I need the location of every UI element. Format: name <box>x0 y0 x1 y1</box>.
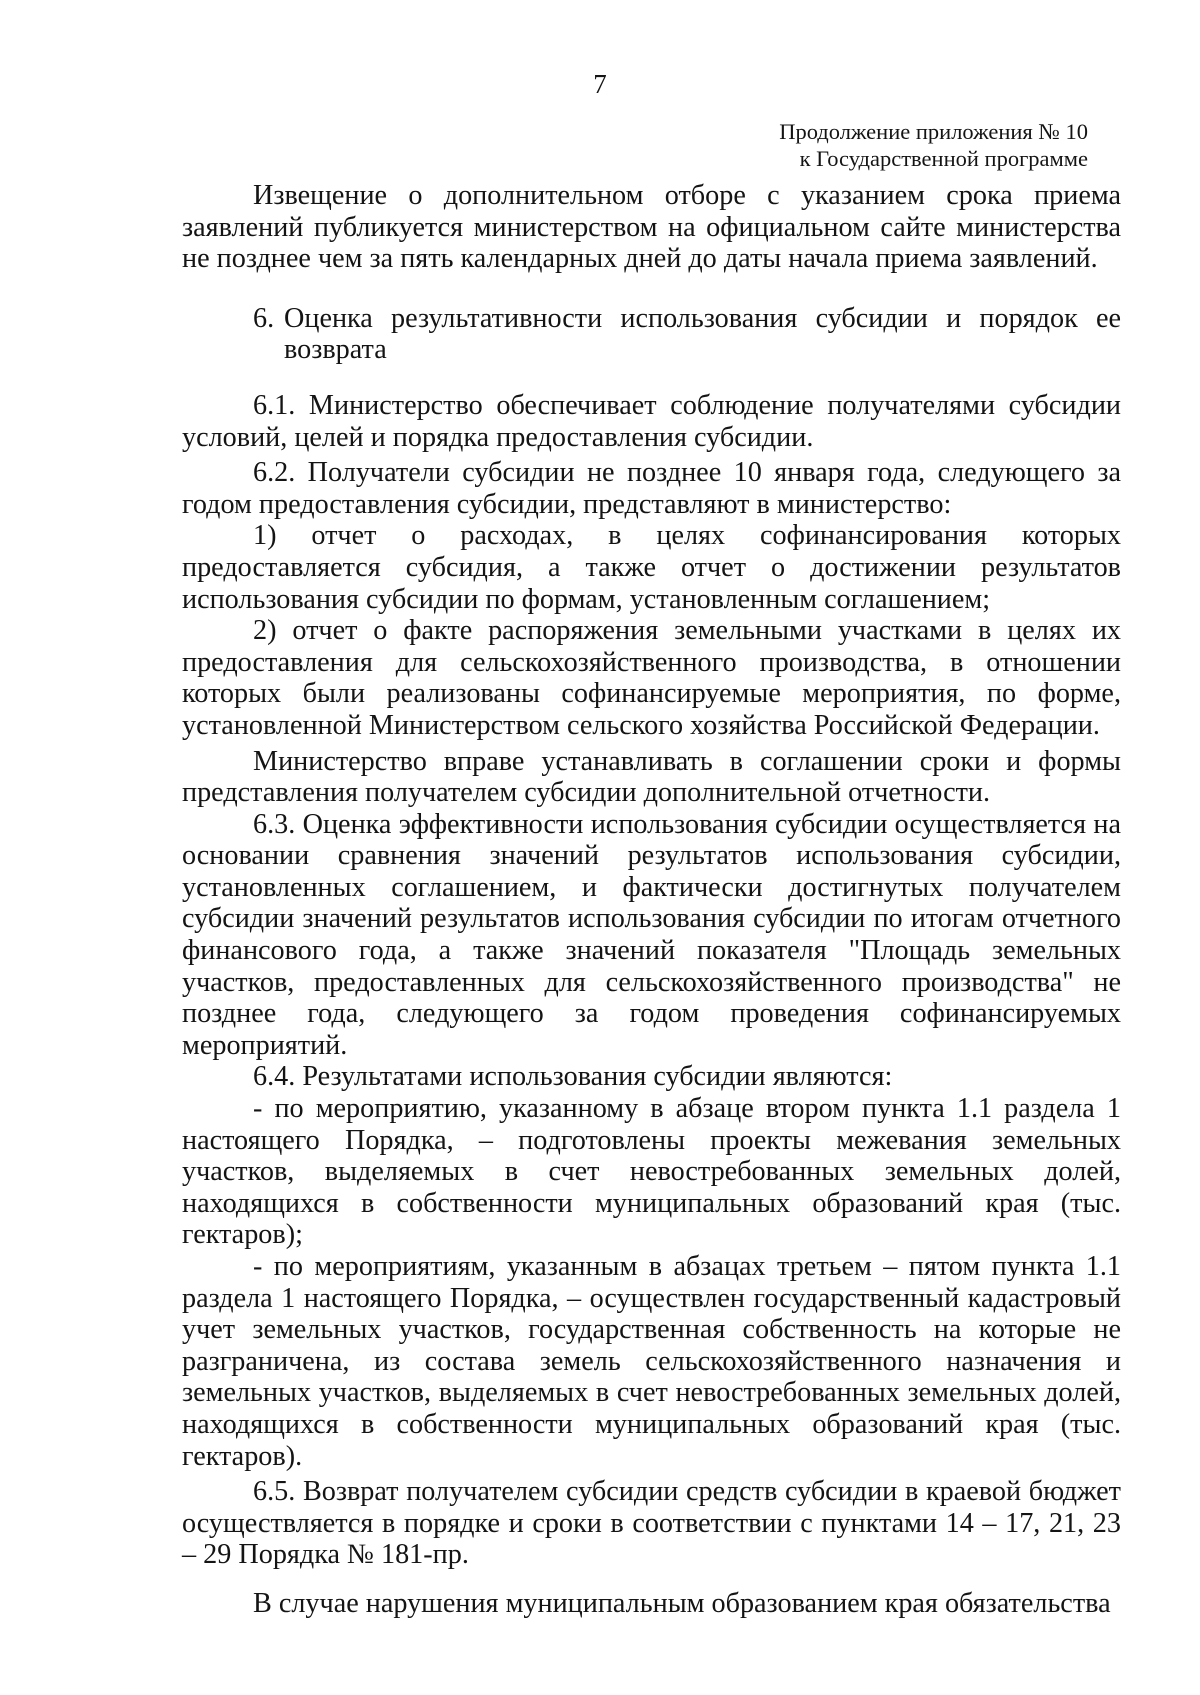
appendix-header-line-1: Продолжение приложения № 10 <box>779 119 1088 144</box>
appendix-header-note <box>779 118 1088 172</box>
section-6-heading <box>182 303 1121 366</box>
paragraph-6-4: 6.4. Результатами использования субсидии являются: <box>253 1061 893 1093</box>
paragraph-6-1: 6.1. Министерство обеспечивает соблюдение получателями субсидии условий, целей и порядка предоставления субсидии. <box>182 389 1121 453</box>
appendix-header-line-2: к Государственной программе <box>799 146 1088 171</box>
page-number: 7 <box>593 69 607 99</box>
document-body <box>182 180 1121 1620</box>
paragraph-6-4-item-2: - по мероприятиям, указанным в абзацах третьем – пятом пункта 1.1 раздела 1 настоящего Порядка, – осуществлен государственный кадастровый учет земельных участков, государственная собственность на которые не разграничена, из состава земель сельскохозяйственного назначения и земельных участков, выделяемых в счет невостребованных земельных долей, находящихся в собственности муниципальных образований края (тыс. гектаров). <box>182 1251 1121 1472</box>
paragraph-6-2-item-2: 2) отчет о факте распоряжения земельными участками в целях их предоставления для сельскохозяйственного производства, в отношении которых были реализованы софинансируемые мероприятия, по форме, установленной Министерством сельского хозяйства Российской Федерации. <box>182 615 1121 741</box>
paragraph-6-4-item-1: - по мероприятию, указанному в абзаце втором пункта 1.1 раздела 1 настоящего Порядка, – подготовлены проекты межевания земельных участков, выделяемых в счет невостребованных земельных долей, находящихся в собственности муниципальных образований края (тыс. гектаров); <box>182 1093 1121 1251</box>
paragraph-6-5: 6.5. Возврат получателем субсидии средств субсидии в краевой бюджет осуществляется в порядке и сроки в соответствии с пунктами 14 – 17, 21, 23 – 29 Порядка № 181-пр. <box>182 1476 1121 1571</box>
paragraph-violation: В случае нарушения муниципальным образованием края обязательства <box>253 1587 1111 1619</box>
paragraph-6-2-item-1: 1) отчет о расходах, в целях софинансирования которых предоставляется субсидия, а также отчет о достижении результатов использования субсидии по формам, установленным соглашением; <box>182 520 1121 615</box>
section-6-number: 6. <box>253 302 275 334</box>
paragraph-notice: Извещение о дополнительном отборе с указанием срока приема заявлений публикуется министерством на официальном сайте министерства не позднее чем за пять календарных дней до даты начала приема заявлений. <box>182 180 1121 275</box>
paragraph-6-2: 6.2. Получатели субсидии не позднее 10 января года, следующего за годом предоставления субсидии, представляют в министерство: <box>182 457 1121 520</box>
paragraph-6-2-additional: Министерство вправе устанавливать в соглашении сроки и формы представления получателем субсидии дополнительной отчетности. <box>182 745 1121 809</box>
section-6-title: Оценка результативности использования субсидии и порядок ее возврата <box>284 302 1121 366</box>
paragraph-6-3: 6.3. Оценка эффективности использования субсидии осуществляется на основании сравнения значений результатов использования субсидии, установленных соглашением, и фактически достигнутых получателем субсидии значений результатов использования субсидии по итогам отчетного финансового года, а также значений показателя "Площадь земельных участков, предоставленных для сельскохозяйственного производства" не позднее года, следующего за годом проведения софинансируемых мероприятий. <box>182 808 1121 1061</box>
